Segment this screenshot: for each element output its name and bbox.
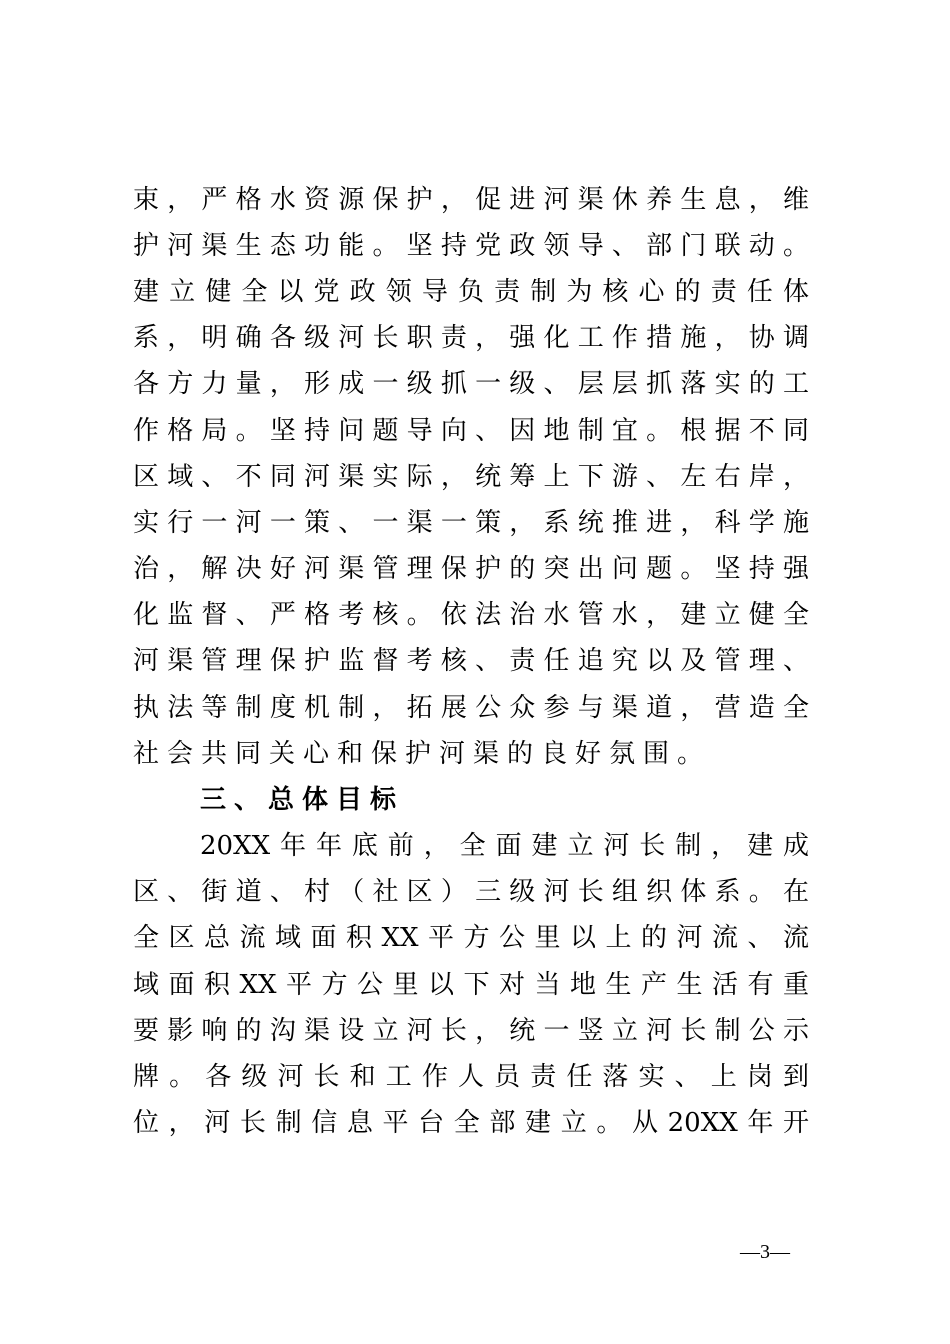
- paragraph-line: 束，严格水资源保护，促进河渠休养生息，维: [133, 185, 809, 215]
- paragraph-line: 作格局。坚持问题导向、因地制宜。根据不同: [133, 416, 809, 446]
- paragraph-line: 全区总流域面积XX平方公里以上的河流、流: [133, 923, 809, 953]
- paragraph-line: 河渠管理保护监督考核、责任追究以及管理、: [133, 646, 809, 676]
- paragraph-line: 域面积XX平方公里以下对当地生产生活有重: [133, 970, 809, 1000]
- paragraph-line: 各方力量，形成一级抓一级、层层抓落实的工: [133, 369, 809, 399]
- paragraph-line: 实行一河一策、一渠一策，系统推进，科学施: [133, 508, 809, 538]
- section-heading: 三、总体目标: [200, 785, 405, 815]
- paragraph-line: 社会共同关心和保护河渠的良好氛围。: [133, 739, 712, 769]
- page-number: —3—: [740, 1241, 790, 1263]
- paragraph-line: 位，河长制信息平台全部建立。从20XX年开: [133, 1108, 809, 1138]
- paragraph-line: 化监督、严格考核。依法治水管水，建立健全: [133, 600, 809, 630]
- paragraph-line: 20XX年年底前，全面建立河长制，建成: [200, 831, 809, 861]
- paragraph-line: 区域、不同河渠实际，统筹上下游、左右岸，: [133, 462, 809, 492]
- paragraph-line: 牌。各级河长和工作人员责任落实、上岗到: [133, 1062, 809, 1092]
- paragraph-line: 区、街道、村（社区）三级河长组织体系。在: [133, 877, 809, 907]
- paragraph-line: 建立健全以党政领导负责制为核心的责任体: [133, 277, 809, 307]
- paragraph-line: 治，解决好河渠管理保护的突出问题。坚持强: [133, 554, 809, 584]
- paragraph-line: 执法等制度机制，拓展公众参与渠道，营造全: [133, 693, 809, 723]
- paragraph-line: 系，明确各级河长职责，强化工作措施，协调: [133, 323, 809, 353]
- paragraph-line: 要影响的沟渠设立河长，统一竖立河长制公示: [133, 1016, 809, 1046]
- paragraph-line: 护河渠生态功能。坚持党政领导、部门联动。: [133, 231, 809, 261]
